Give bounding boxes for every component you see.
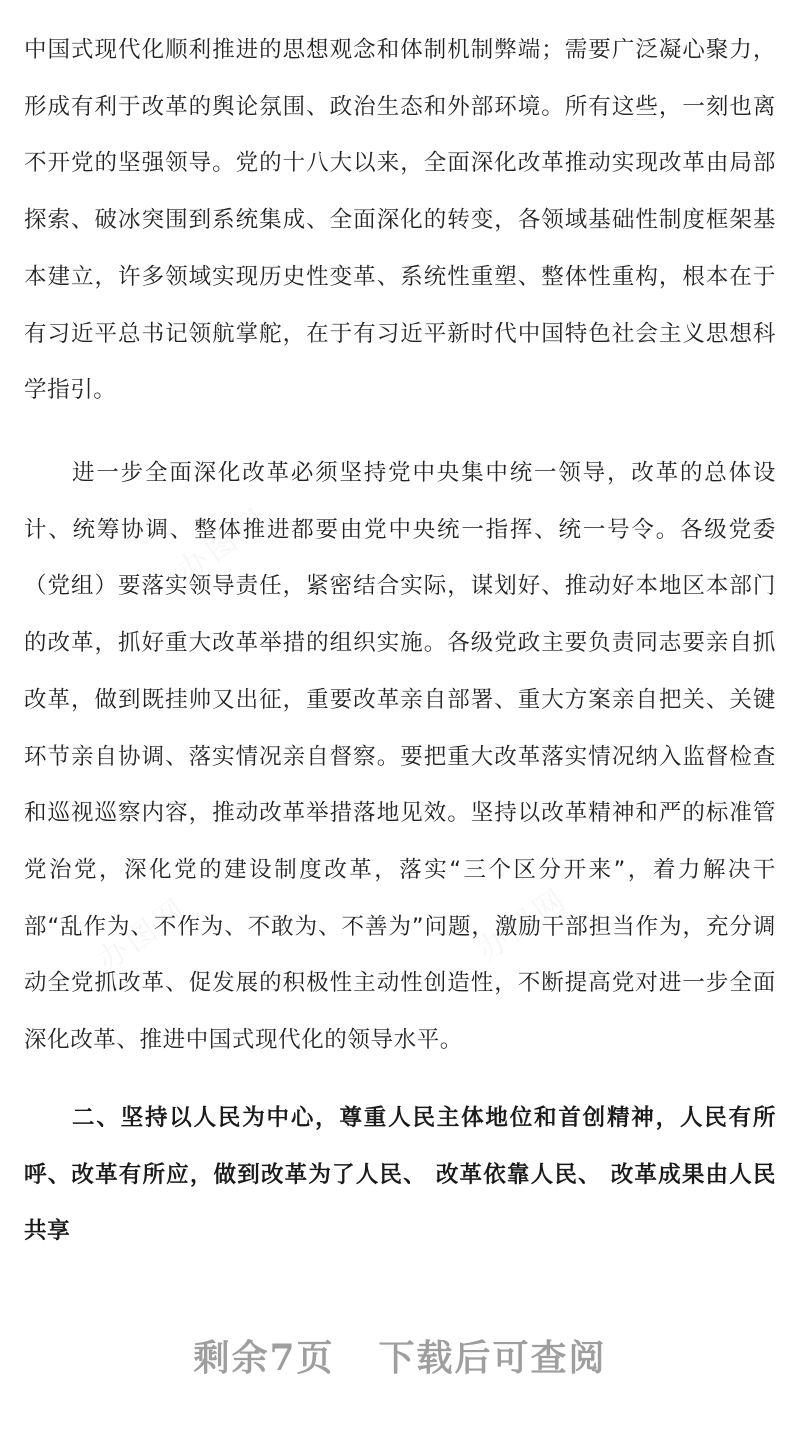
watermark: 办图网 (91, 891, 195, 979)
watermark: 办图网 (471, 881, 575, 969)
body-paragraph: 进一步全面深化改革必须坚持党中央集中统一领导，改革的总体设计、统筹协调、整体推进都要由党中央统一指挥、统一号令。各级党委（党组）要落实领导责任，紧密结合实际，谋划好、推动好本地区本部门的改革，抓好重大改革举措的组织实施。各级党政主要负责同志要亲自抓改革，做到既挂帅又出征，重要改革亲自部署、重大方案亲自把关、关键环节亲自协调、落实情况亲自督察。要把重大改革落实情况纳入监督检查和巡视巡察内容，推动改革举措落地见效。坚持以改革精神和严的标准管党治党，深化党的建设制度改革，落实“三个区分开来”，着力解决干部“乱作为、不作为、不敢为、不善为”问题，激励干部担当作为，充分调动全党抓改革、促发展的积极性主动性创造性，不断提高党对进一步全面深化改革、推进中国式现代化的领导水平。 (24, 460, 776, 1054)
watermark: 办图网 (171, 501, 275, 589)
remaining-pages-label: 剩余7页 (193, 1337, 335, 1379)
section-heading: 二、坚持以人民为中心，尊重人民主体地位和首创精神，人民有所呼、改革有所应，做到改革为了人民、 改革依靠人民、 改革成果由人民共享 (24, 1105, 776, 1245)
download-to-read-label[interactable]: 下载后可查阅 (378, 1337, 607, 1379)
download-prompt[interactable] (0, 1330, 800, 1381)
body-paragraph: 中国式现代化顺利推进的思想观念和体制机制弊端；需要广泛凝心聚力，形成有利于改革的舆论氛围、政治生态和外部环境。所有这些，一刻也离不开党的坚强领导。党的十八大以来，全面深化改革推动实现改革由局部探索、破冰突围到系统集成、全面深化的转变，各领域基础性制度框架基本建立，许多领域实现历史性变革、系统性重塑、整体性重构，根本在于有习近平总书记领航掌舵，在于有习近平新时代中国特色社会主义思想科学指引。 (24, 37, 776, 404)
